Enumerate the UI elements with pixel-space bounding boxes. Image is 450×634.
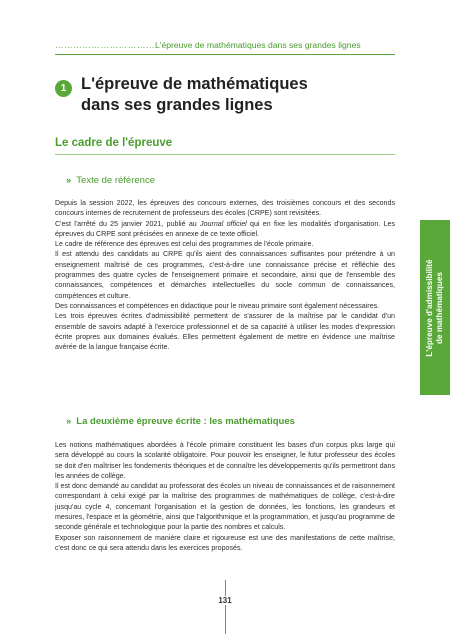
header-rule [55, 54, 395, 55]
footer-vertical-rule [225, 580, 226, 634]
paragraph: Des connaissances et compétences en didactique pour le niveau primaire sont également nécessaires. [55, 301, 380, 310]
chapter-title-line1: L'épreuve de mathématiques [81, 75, 308, 93]
paragraph: Le cadre de référence des épreuves est celui des programmes de l'école primaire. [55, 240, 314, 249]
side-tab-line2: de mathématiques [435, 271, 444, 344]
subsection-title-math: La deuxième épreuve écrite : les mathématiques [76, 416, 295, 427]
subsection-title-reference: Texte de référence [76, 175, 155, 186]
section-rule [55, 154, 395, 155]
paragraph: Les notions mathématiques abordées à l'école primaire constituent les bases d'un corpus plus large qui sera développé au cours la scolarité obligatoire. Pour pouvoir les enseigner, le futur professeur des écoles se doit d'en maîtriser les fondements théoriques et de connaître les développements qu'ils permettront dans les années de collège. [55, 441, 395, 480]
subsection-heading-reference [66, 175, 155, 186]
chevron-right-icon: » [66, 175, 71, 186]
page-number: 131 [205, 596, 245, 605]
paragraph: Il est attendu des candidats au CRPE qu'ils aient des connaissances suffisantes pour prétendre à un enseignement maîtrisé de ces programmes, c'est-à-dire une connaissance précise et réfléchie des programmes des quatre cycles de l'enseignement primaire et secondaire, ainsi que de l'ensemble des connaissances, compétences et démarches intellectuelles du socle commun de connaissances, compétences et culture. [55, 250, 395, 300]
side-tab-line1: L'épreuve d'admissibilité [425, 258, 434, 357]
running-header [55, 40, 395, 50]
running-title: L'épreuve de mathématiques dans ses grandes lignes [155, 40, 361, 50]
chapter-side-tab [420, 220, 450, 395]
paragraph: Exposer son raisonnement de manière claire et rigoureuse est une des manifestations de cette maîtrise, c'est donc ce qui sera attendu dans les exercices proposés. [55, 533, 395, 552]
section-title: Le cadre de l'épreuve [55, 137, 173, 149]
paragraph: Il est donc demandé au candidat au professorat des écoles un niveau de connaissances et de raisonnement correspondant à celui exigé par la maîtrise des programmes de mathématiques de collège, c'est-à-dire jusqu'au cycle 4, concernant l'organisation et la gestion de données, les fonctions, les grandeurs et mesures, l'espace et la géométrie, ainsi que l'algorithmique et la programmation, et jusqu'au programme de seconde générale et technologique pour la partie des nombres et calculs. [55, 482, 395, 532]
paragraph: C'est l'arrêté du 25 janvier 2021, publié au Journal officiel qui en fixe les modalités d'organisation. Les épreuves du CRPE sont précisées en annexe de ce texte officiel. [55, 219, 395, 238]
chapter-title-line2: dans ses grandes lignes [81, 96, 273, 114]
reference-text-block [55, 198, 395, 352]
journal-officiel-italic: Journal officiel [200, 219, 247, 228]
chapter-number-badge: 1 [55, 80, 72, 97]
paragraph: Les trois épreuves écrites d'admissibilité permettent de s'assurer de la maîtrise par le candidat d'un ensemble de savoirs adapté à l'exercice professionnel et de sa capacité à utiliser les modes d'expression écrite propres aux domaines évalués. Elles permettent également de mettre en évidence une maîtrise avérée de la langue française écrite. [55, 312, 395, 352]
header-dots: …………………………… [55, 40, 156, 50]
subsection-heading-math [66, 416, 295, 427]
paragraph: Depuis la session 2022, les épreuves des concours externes, des troisièmes concours et des seconds concours internes de recrutement de professeurs des écoles (CRPE) sont revisitées. [55, 199, 395, 218]
math-text-block [55, 440, 395, 553]
chevron-right-icon: » [66, 416, 71, 427]
chapter-title [81, 74, 381, 116]
side-tab-label [425, 223, 445, 393]
